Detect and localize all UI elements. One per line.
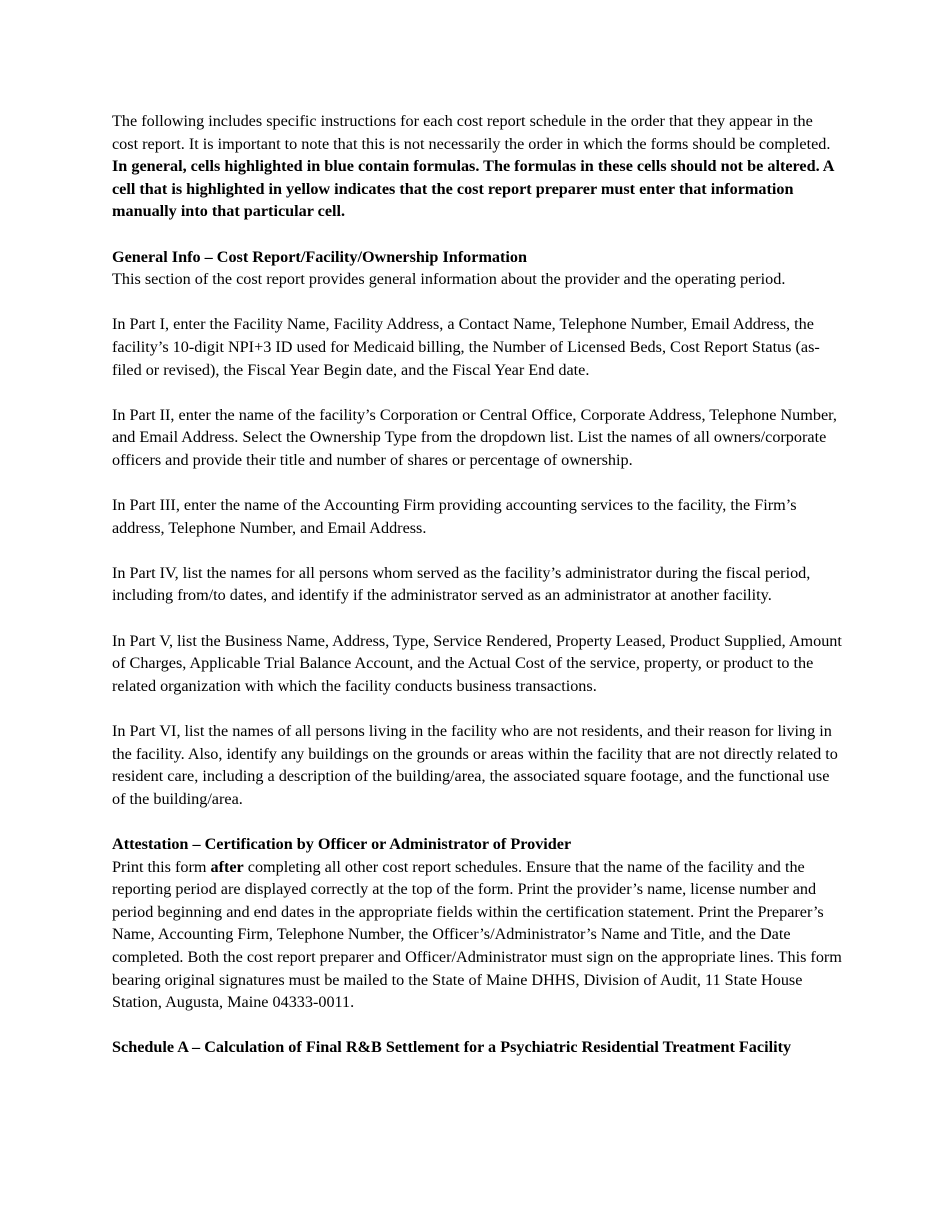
intro-bold-text: In general, cells highlighted in blue contain formulas. The formulas in these cells should not be altered. A cell that is highlighted in yellow indicates that the cost report preparer must enter that information manually into that particular cell. [112,157,834,221]
schedule-a-section [112,1036,842,1059]
part-5-paragraph: In Part V, list the Business Name, Address, Type, Service Rendered, Property Leased, Product Supplied, Amount of Charges, Applicable Trial Balance Account, and the Actual Cost of the service, property, or product to the related organization with which the facility conducts business transactions. [112,631,842,695]
general-info-heading: General Info – Cost Report/Facility/Ownership Information [112,247,528,266]
part-3-paragraph: In Part III, enter the name of the Accounting Firm providing accounting services to the facility, the Firm’s address, Telephone Number, and Email Address. [112,496,797,537]
schedule-a-heading: Schedule A – Calculation of Final R&B Settlement for a Psychiatric Residential Treatment Facility [112,1038,792,1057]
intro-paragraph [112,110,842,223]
general-info-intro: This section of the cost report provides general information about the provider and the operating period. [112,270,786,289]
part-4-paragraph: In Part IV, list the names for all persons whom served as the facility’s administrator during the fiscal period, including from/to dates, and identify if the administrator served as an administrator at another facility. [112,563,811,605]
document-page [112,110,842,1082]
part-6-paragraph: In Part VI, list the names of all persons living in the facility who are not residents, and their reason for living in the facility. Also, identify any buildings on the grounds or areas within the facility that are not directly related to resident care, including a description of the building/area, the associated square footage, and the functional use of the building/area. [112,722,838,808]
attestation-heading: Attestation – Certification by Officer or Administrator of Provider [112,835,572,853]
part-1-paragraph: In Part I, enter the Facility Name, Facility Address, a Contact Name, Telephone Number, Email Address, the facility’s 10-digit NPI+3 ID used for Medicaid billing, the Number of Licensed Beds, Cost Report Status (as-filed or revised), the Fiscal Year Begin date, and the Fiscal Year End date. [112,315,820,379]
attestation-section [112,833,842,1014]
attestation-bold-word: after [210,857,244,876]
intro-text: The following includes specific instructions for each cost report schedule in the order that they appear in the cost report. It is important to note that this is not necessarily the order in which the forms should be completed. [112,112,831,153]
general-info-section [112,246,842,291]
attestation-text-after: completing all other cost report schedules. Ensure that the name of the facility and the reporting period are displayed correctly at the top of the form. Print the provider’s name, license number and period beginning and end dates in the appropriate fields within the certification statement. Print the Preparer’s Name, Accounting Firm, Telephone Number, the Officer’s/Administrator’s Name and Title, and the Date completed. Both the cost report preparer and Officer/Administrator must sign on the appropriate lines. This form bearing original signatures must be mailed to the State of Maine DHHS, Division of Audit, 11 State House Station, Augusta, Maine 04333-0011. [112,857,842,1012]
part-2-paragraph: In Part II, enter the name of the facility’s Corporation or Central Office, Corporate Address, Telephone Number, and Email Address. Select the Ownership Type from the dropdown list. List the names of all owners/corporate officers and provide their title and number of shares or percentage of ownership. [112,405,837,469]
attestation-text-before: Print this form [112,857,211,876]
